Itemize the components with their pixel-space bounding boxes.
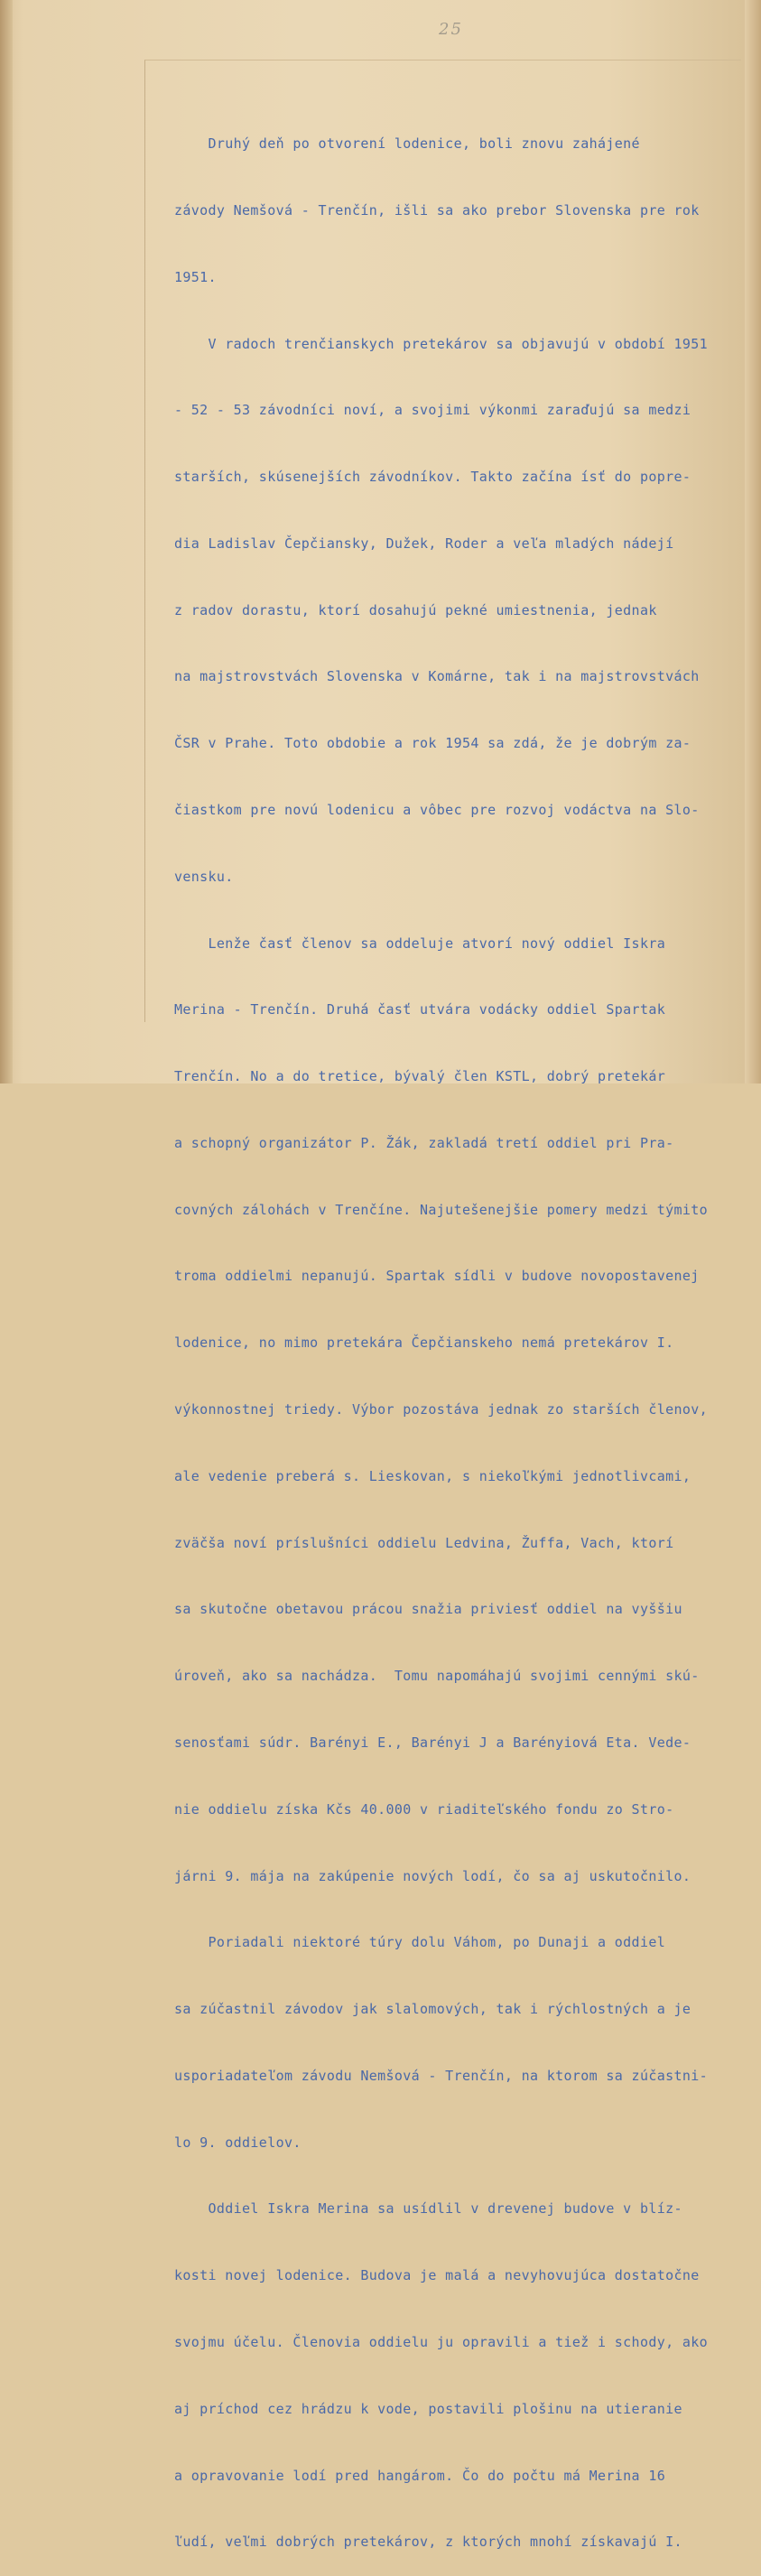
text-line: Lenže časť členov sa oddeluje atvorí nový oddiel Iskra	[174, 935, 666, 952]
text-line: sa skutočne obetavou prácou snažia priviesť oddiel na vyššiu	[174, 1601, 682, 1618]
text-line: V radoch trenčianskych pretekárov sa objavujú v období 1951	[174, 335, 708, 352]
text-line: ľudí, veľmi dobrých pretekárov, z ktorých mnohí získavajú I.	[174, 2534, 682, 2551]
text-line: usporiadateľom závodu Nemšová - Trenčín, na ktorom sa zúčastni-	[174, 2067, 708, 2084]
text-line: lo 9. oddielov.	[174, 2134, 302, 2151]
text-line: a opravovanie lodí pred hangárom. Čo do počtu má Merina 16	[174, 2467, 666, 2484]
text-line: senosťami súdr. Barényi E., Barényi J a Barényiová Eta. Vede-	[174, 1734, 691, 1751]
typed-text-body	[174, 88, 725, 2576]
text-line: aj príchod cez hrádzu k vode, postavili plošinu na utieranie	[174, 2400, 682, 2417]
text-line: svojmu účelu. Členovia oddielu ju opravili a tiež i schody, ako	[174, 2333, 708, 2350]
text-line: Merina - Trenčín. Druhá časť utvára vodácky oddiel Spartak	[174, 1001, 666, 1018]
text-line: Trenčín. No a do tretice, bývalý člen KSTL, dobrý pretekár	[174, 1068, 666, 1085]
text-line: a schopný organizátor P. Žák, zakladá tretí oddiel pri Pra-	[174, 1134, 674, 1151]
text-line: ČSR v Prahe. Toto obdobie a rok 1954 sa zdá, že je dobrým za-	[174, 735, 691, 752]
text-line: sa zúčastnil závodov jak slalomových, tak i rýchlostných a je	[174, 2001, 691, 2018]
text-line: starších, skúsenejších závodníkov. Takto začína ísť do popre-	[174, 469, 691, 486]
text-line: z radov dorastu, ktorí dosahujú pekné umiestnenia, jednak	[174, 601, 657, 618]
text-line: ale vedenie preberá s. Lieskovan, s niekoľkými jednotlivcami,	[174, 1467, 691, 1484]
text-line: výkonnostnej triedy. Výbor pozostáva jednak zo starších členov,	[174, 1401, 708, 1418]
text-line: čiastkom pre novú lodenicu a vôbec pre rozvoj vodáctva na Slo-	[174, 802, 700, 818]
text-line: lodenice, no mimo pretekára Čepčianskeho nemá pretekárov I.	[174, 1334, 674, 1352]
text-line: Druhý deň po otvorení lodenice, boli znovu zahájené	[174, 135, 640, 153]
text-line: zväčša noví príslušníci oddielu Ledvina, Žuffa, Vach, ktorí	[174, 1534, 674, 1551]
text-line: kosti novej lodenice. Budova je malá a nevyhovujúca dostatočne	[174, 2267, 700, 2284]
text-line: na majstrovstvách Slovenska v Komárne, tak i na majstrovstvách	[174, 668, 700, 685]
text-line: Oddiel Iskra Merina sa usídlil v drevenej budove v blíz-	[174, 2200, 682, 2218]
text-line: nie oddielu získa Kčs 40.000 v riaditeľského fondu zo Stro-	[174, 1800, 674, 1818]
handwritten-page-number: 25	[439, 20, 463, 39]
text-line: Poriadali niektoré túry dolu Váhom, po Dunaji a oddiel	[174, 1934, 666, 1951]
text-line: járni 9. mája na zakúpenie nových lodí, čo sa aj uskutočnilo.	[174, 1867, 691, 1884]
text-line: závody Nemšová - Trenčín, išli sa ako prebor Slovenska pre rok	[174, 201, 700, 219]
text-line: - 52 - 53 závodníci noví, a svojimi výkonmi zaraďujú sa medzi	[174, 402, 691, 419]
text-line: covných zálohách v Trenčíne. Najutešenejšie pomery medzi týmito	[174, 1201, 708, 1218]
text-line: troma oddielmi nepanujú. Spartak sídli v budove novopostavenej	[174, 1268, 700, 1285]
text-line: vensku.	[174, 868, 234, 885]
text-line: dia Ladislav Čepčiansky, Dužek, Roder a veľa mladých nádejí	[174, 535, 674, 552]
text-line: 1951.	[174, 268, 217, 285]
page-left-edge	[0, 0, 13, 1083]
page-right-edge	[745, 0, 761, 1083]
text-line: úroveň, ako sa nachádza. Tomu napomáhajú svojimi cennými skú-	[174, 1668, 700, 1685]
